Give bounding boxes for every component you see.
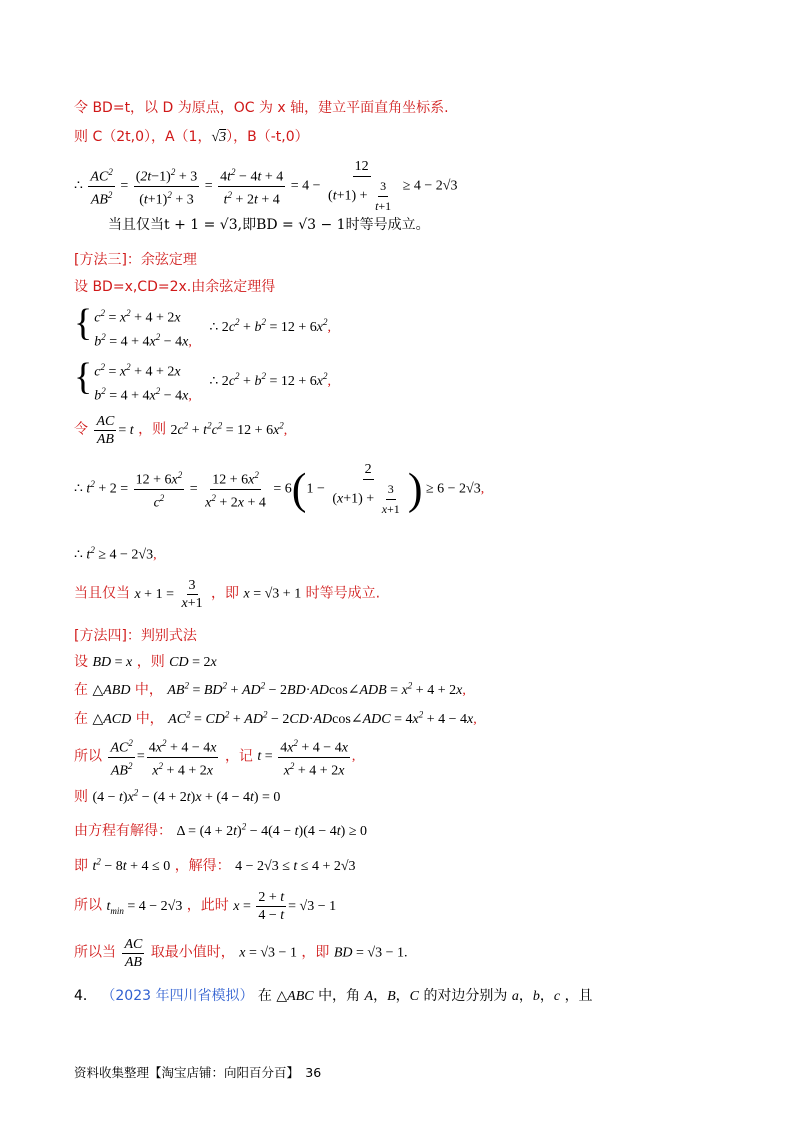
- discriminant-line: 由方程有解得： $\Delta = (4 + 2t)^2 - 4(4 - t)(4 - 4t) \ge 0$: [74, 821, 368, 839]
- coord-setup-line: 令 BD=t，以 D 为原点，OC 为 x 轴，建立平面直角坐标系.: [74, 100, 449, 116]
- question-source: （2023 年四川省模拟）: [101, 988, 254, 1004]
- conclusion-line: 所以当 $\frac{AC}{AB}$ 取最小值时， x = √3 − 1 ，即 BD = √3 − 1.: [74, 937, 408, 970]
- she-text: 设: [74, 654, 88, 670]
- suoyi-dang-text: 所以当: [74, 944, 116, 961]
- tmin-line: 所以 $t_{min} = 4 - 2√3$ ，此时 x = $\frac{2 + t}{4 - t}$ = √3 − 1: [74, 890, 337, 923]
- coordinates-text-c: ），B（-t,0）: [226, 129, 309, 145]
- zhong-text-1: 中，: [134, 682, 163, 698]
- t-squared-result: ∴ $t^2 \ge 4 - 2√3$,: [74, 545, 157, 563]
- cosine-system-2: { $c^2 = x^2 + 4 + 2x$ $b^2 = 4 + 4x^2 - 4x$, ∴ $2c^2 + b^2 = 12 + 6x^2$,: [74, 356, 331, 404]
- ze2-text: ，则: [136, 654, 165, 670]
- suoyi-text-1: 所以: [74, 748, 102, 765]
- zhong-text-2: 中，: [135, 711, 164, 727]
- equality-condition-2: 当且仅当 x + 1 = $\frac{3}{x+1}$ ，即 x = √3 + 1 时等号成立.: [74, 578, 381, 611]
- ze-text: ，则: [138, 421, 167, 438]
- question-4-line: 4． （2023 年四川省模拟） 在 △ABC 中，角 A，B，C 的对边分别为 a，b，c ，且: [74, 988, 593, 1004]
- q4-text-b: 中，角: [318, 988, 361, 1004]
- method-four-setup: 设 BD = x ，则 CD = 2x: [74, 654, 217, 670]
- cishi-text: ，此时: [186, 897, 229, 914]
- question-number: 4．: [74, 988, 97, 1004]
- dengcheng-text: 时等号成立.: [305, 585, 381, 602]
- substitution-line: 令 $\frac{AC}{AB}$ = t ，则 $2c^2 + t^2c^2 = 12 + 6x^2$,: [74, 414, 288, 447]
- ji-text-1: ，记: [224, 748, 253, 765]
- cosine-system-1: { $c^2 = x^2 + 4 + 2x$ $b^2 = 4 + 4x^2 - 4x$, ∴ $2c^2 + b^2 = 12 + 6x^2$,: [74, 302, 331, 350]
- ji3-text: ，即: [301, 944, 330, 961]
- sqrt3-value: 3: [219, 130, 227, 145]
- q4-text-d: ，且: [564, 988, 593, 1004]
- ratio-define-line: 所以 $\frac{AC^2}{AB^2}$ = $\frac{4x^2 + 4 - 4x}{x^2 + 4 + 2x}$ ，记 t = $\frac{4x^2 + 4 - 4x}{x^2 + 4 + 2x}$ ,: [74, 738, 356, 779]
- abd-cosine-line: 在 △ABD 中， $AB^2 = BD^2 + AD^2$ − 2BD·ADcos∠ADB = $x^2 + 4 + 2x$,: [74, 680, 466, 698]
- inequality-line: 即 $t^2 - 8t + 4 \le 0$ ，解得： 4 − 2√3 ≤ t ≤ 4 + 2√3: [74, 856, 356, 874]
- method-four-title: [方法四]：判别式法: [74, 628, 197, 644]
- ji2-text: 即: [74, 858, 88, 874]
- quadratic-equation-line: 则 $(4 - t)x^2 - (4 + 2t)x + (4 - 4t) = 0$: [74, 787, 281, 805]
- q4-text-a: 在: [257, 988, 272, 1004]
- coordinates-line: [74, 126, 309, 146]
- ze3-text: 则: [74, 789, 88, 805]
- q4-text-c: 的对边分别为: [423, 988, 508, 1004]
- equality-condition-1: 当且仅当t + 1 = √3,即BD = √3 − 1时等号成立。: [108, 217, 430, 233]
- fangcheng-text: 由方程有解得：: [74, 823, 172, 839]
- ji-text: ，即: [211, 585, 240, 602]
- suoyi-text-2: 所以: [74, 897, 102, 914]
- qu-zuixiao-text: 取最小值时，: [150, 944, 235, 961]
- dangqie-text: 当且仅当: [74, 585, 130, 602]
- method-three-title: [方法三]：余弦定理: [74, 252, 197, 268]
- coordinates-text-a: 则 C（2t,0），A（1，: [74, 129, 212, 145]
- ling-text: 令: [74, 421, 88, 438]
- acd-cosine-line: 在 △ACD 中， $AC^2 = CD^2 + AD^2$ − 2CD·ADcos∠ADC = $4x^2 + 4 - 4x$,: [74, 709, 477, 727]
- page-footer: 资料收集整理【淘宝店铺：向阳百分百】 36: [74, 1065, 322, 1080]
- ratio-formula: ∴ $\frac{AC^2}{AB^2}$ = $\frac{(2t-1)^2 + 3}{(t+1)^2 + 3}$ = $\frac{4t^2 - 4t + 4}{t^2 + 2t + 4}$ = 4 − 12 (t+1) + $\frac{3}{t+1}$ ≥ 4 − 2√3: [74, 159, 458, 213]
- zai-text-2: 在: [74, 711, 88, 727]
- method-three-setup: 设 BD=x,CD=2x.由余弦定理得: [74, 279, 276, 295]
- zai-text-1: 在: [74, 682, 88, 698]
- sqrt-symbol: √3: [211, 130, 227, 145]
- jiede-text: ，解得：: [174, 858, 231, 874]
- t-squared-formula: ∴ $t^2 + 2$ = $\frac{12 + 6x^2}{c^2}$ = $\frac{12 + 6x^2}{x^2 + 2x + 4}$ = 6(1 − 2 (x+1) + $\frac{3}{x+1}$ ) ≥ 6 − 2√3,: [74, 462, 485, 516]
